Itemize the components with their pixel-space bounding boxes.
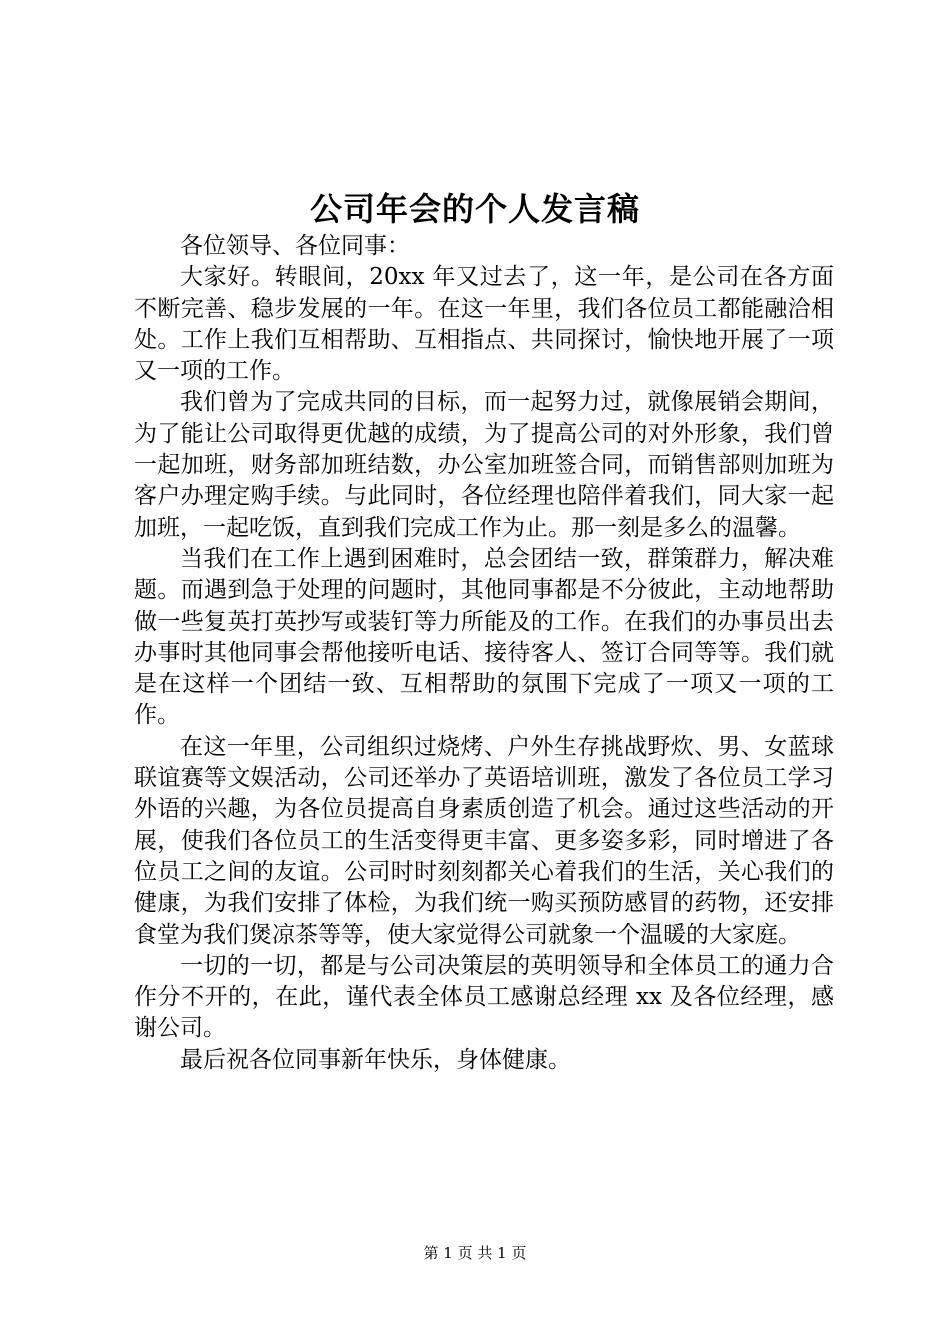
body-paragraph-4: 在这一年里，公司组织过烧烤、户外生存挑战野炊、男、女蓝球联谊赛等文娱活动，公司还举办了英语培训班，激发了各位员工学习外语的兴趣，为各位员提高自身素质创造了机会。通过这些活动的开展，使我们各位员工的生活变得更丰富、更多姿多彩，同时增进了各位员工之间的友谊。公司时时刻刻都关心着我们的生活，关心我们的健康，为我们安排了体检，为我们统一购买预防感冒的药物，还安排食堂为我们煲凉茶等等，使大家觉得公司就象一个温暖的大家庭。 <box>134 733 834 948</box>
body-paragraph-2: 我们曾为了完成共同的目标，而一起努力过，就像展销会期间，为了能让公司取得更优越的成绩，为了提高公司的对外形象，我们曾一起加班，财务部加班结数，办公室加班签合同，而销售部则加班为客户办理定购手续。与此同时，各位经理也陪伴着我们，同大家一起加班，一起吃饭，直到我们完成工作为止。那一刻是多么的温馨。 <box>134 389 834 541</box>
page-footer: 第 1 页 共 1 页 <box>423 1244 527 1262</box>
document-body <box>134 231 834 1076</box>
body-paragraph-5: 一切的一切，都是与公司决策层的英明领导和全体员工的通力合作分不开的，在此，谨代表全体员工感谢总经理 xx 及各位经理，感谢公司。 <box>134 952 834 1042</box>
body-paragraph-1: 大家好。转眼间，20xx 年又过去了，这一年，是公司在各方面不断完善、稳步发展的一年。在这一年里，我们各位员工都能融洽相处。工作上我们互相帮助、互相指点、共同探讨，愉快地开展了一项又一项的工作。 <box>134 264 834 385</box>
body-paragraph-3: 当我们在工作上遇到困难时，总会团结一致，群策群力，解决难题。而遇到急于处理的问题时，其他同事都是不分彼此，主动地帮助做一些复英打英抄写或装钉等力所能及的工作。在我们的办事员出去办事时其他同事会帮他接听电话、接待客人、签订合同等等。我们就是在这样一个团结一致、互相帮助的氛围下完成了一项又一项的工作。 <box>134 545 834 729</box>
closing-paragraph: 最后祝各位同事新年快乐，身体健康。 <box>180 1046 571 1073</box>
document-title: 公司年会的个人发言稿 <box>309 190 640 228</box>
greeting-paragraph: 各位领导、各位同事： <box>180 233 410 259</box>
